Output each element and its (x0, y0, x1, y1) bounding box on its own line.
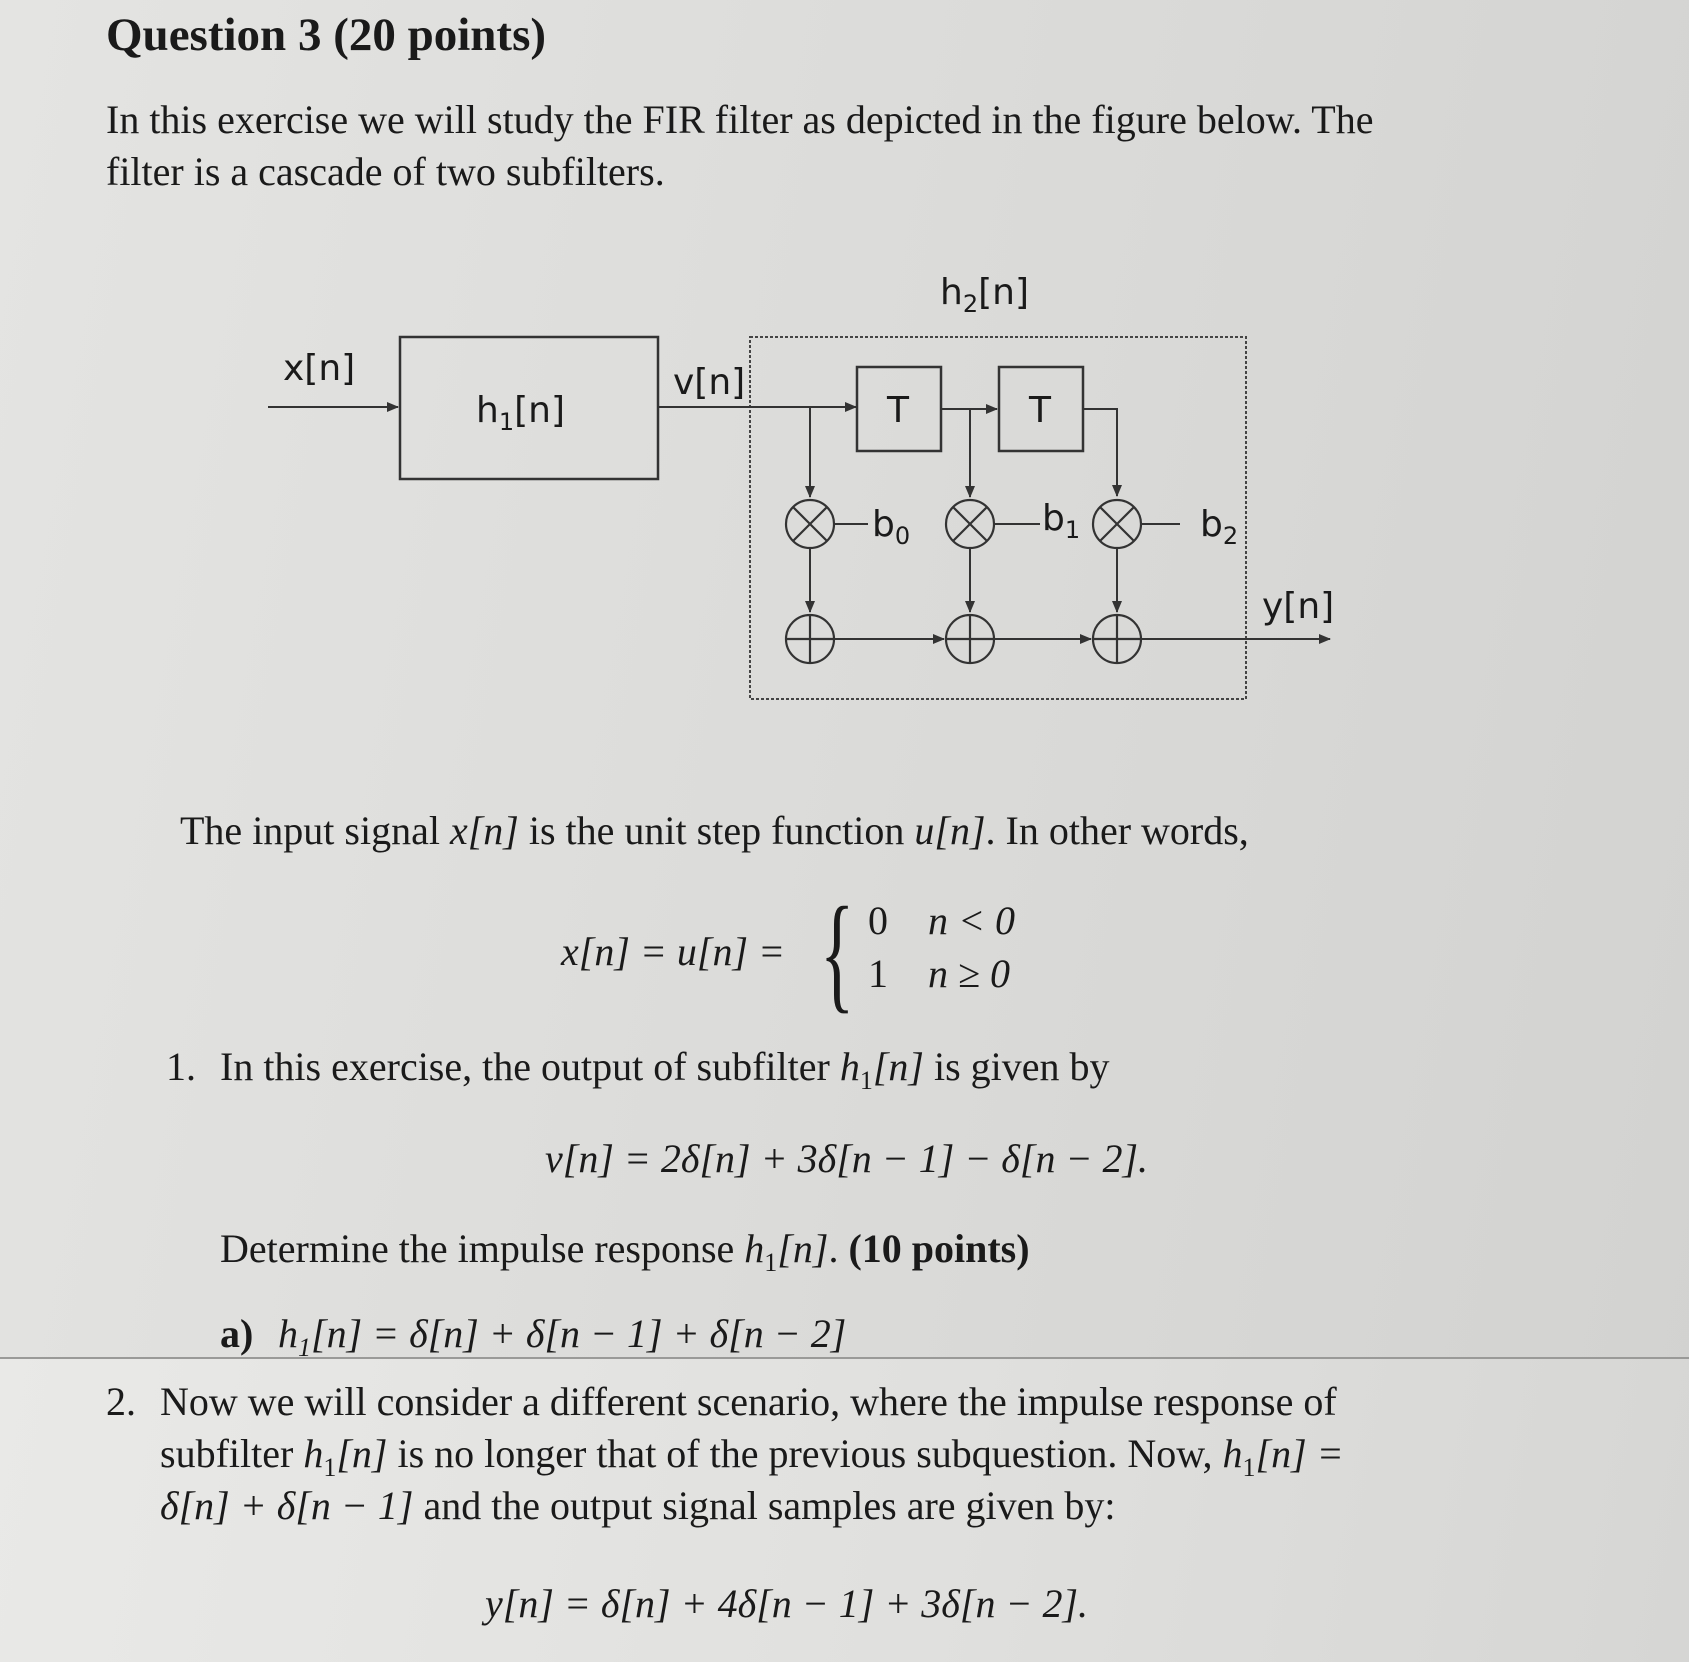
question-title: Question 3 (20 points) (106, 9, 547, 61)
label-v: v[n] (673, 362, 746, 403)
label-b2: $b_2$ (1200, 504, 1239, 550)
label-h1: $h_1[n]$ (476, 390, 566, 436)
adder-2 (946, 615, 994, 663)
multiplier-3 (1093, 500, 1141, 548)
label-y: y[n] (1262, 586, 1335, 627)
q2-equation: y[n] = δ[n] + 4δ[n − 1] + 3δ[n − 2]. (485, 1581, 1089, 1626)
q1-answer-label: a) (220, 1311, 254, 1356)
multiplier-1 (786, 500, 834, 548)
case-1-value: 0 (868, 898, 888, 943)
tap-3-line (1083, 409, 1117, 496)
case-1-condition: n < 0 (928, 898, 1015, 943)
input-signal-text: The input signal x[n] is the unit step function u[n]. In other words, (180, 808, 1249, 853)
case-2-value: 1 (868, 951, 888, 996)
case-2-condition: n ≥ 0 (928, 951, 1010, 996)
label-x: x[n] (283, 348, 356, 389)
multiplier-2 (946, 500, 994, 548)
intro-line-1: In this exercise we will study the FIR filter as depicted in the figure below. The (106, 97, 1374, 142)
fir-filter-diagram (0, 0, 1689, 720)
q1-determine: Determine the impulse response $h_1[n]$. (10 points) (220, 1226, 1030, 1277)
label-b1: $b_1$ (1042, 498, 1081, 544)
q2-line-3: δ[n] + δ[n − 1] and the output signal samples are given by: (160, 1483, 1116, 1528)
label-delay-1: T (887, 390, 909, 431)
q1-answer: $h_1[n] = \delta[n] + \delta[n - 1] + \delta[n - 2]$ (278, 1311, 847, 1362)
step-equation-lhs: x[n] = u[n] = (561, 929, 786, 974)
label-b0: $b_0$ (872, 504, 911, 550)
intro-line-2: filter is a cascade of two subfilters. (106, 149, 665, 194)
q1-equation: v[n] = 2δ[n] + 3δ[n − 1] − δ[n − 2]. (545, 1136, 1149, 1181)
q2-number: 2. (106, 1379, 136, 1424)
q2-line-1: Now we will consider a different scenario, where the impulse response of (160, 1379, 1337, 1424)
label-h2: $h_2[n]$ (940, 272, 1030, 318)
adder-1 (786, 615, 834, 663)
q1-number: 1. (166, 1044, 196, 1089)
label-delay-2: T (1029, 390, 1051, 431)
adder-3 (1093, 615, 1141, 663)
q1-text: In this exercise, the output of subfilter $h_1[n]$ is given by (220, 1044, 1110, 1095)
cases-brace: { (820, 881, 855, 1025)
q2-line-2: subfilter $h_1[n]$ is no longer that of the previous subquestion. Now, $h_1[n]$ = (160, 1431, 1344, 1482)
